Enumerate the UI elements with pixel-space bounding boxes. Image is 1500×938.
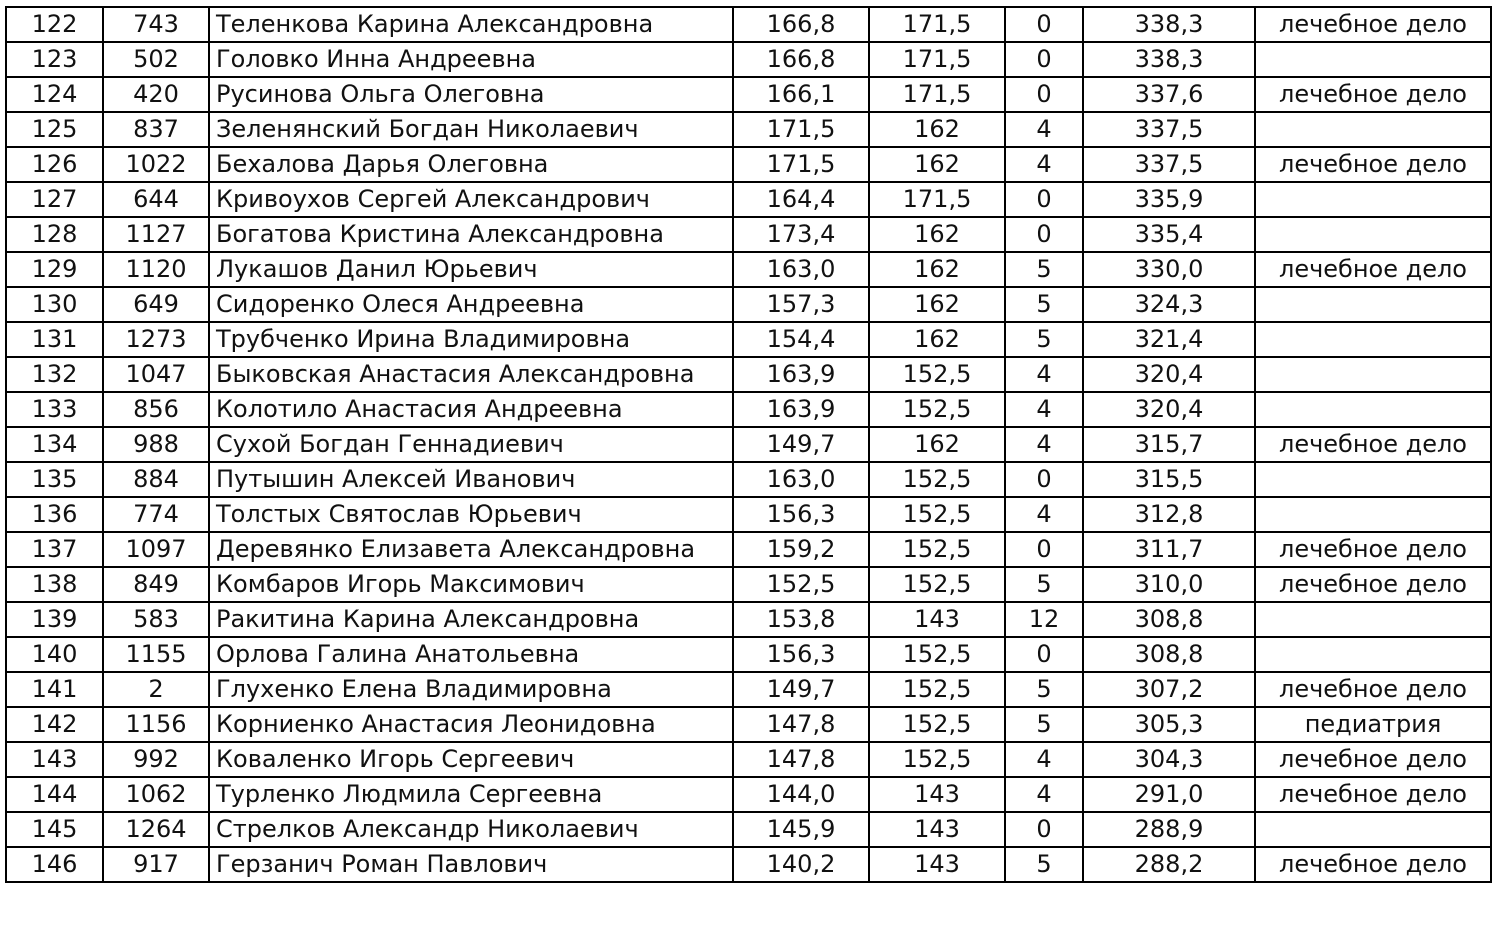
id-cell: 649	[103, 287, 209, 322]
table-row	[6, 252, 1491, 287]
score1-cell: 163,9	[733, 357, 869, 392]
name-cell: Бехалова Дарья Олеговна	[209, 147, 733, 182]
name-cell: Кривоухов Сергей Александрович	[209, 182, 733, 217]
rank-cell: 135	[6, 462, 103, 497]
rank-cell: 141	[6, 672, 103, 707]
name-cell: Русинова Ольга Олеговна	[209, 77, 733, 112]
ranking-table	[5, 6, 1492, 883]
specialty-cell: лечебное дело	[1255, 742, 1491, 777]
score1-cell: 144,0	[733, 777, 869, 812]
specialty-cell: лечебное дело	[1255, 252, 1491, 287]
score1-cell: 152,5	[733, 567, 869, 602]
score2-cell: 162	[869, 322, 1005, 357]
bonus-cell: 4	[1005, 357, 1083, 392]
score2-cell: 162	[869, 252, 1005, 287]
name-cell: Сухой Богдан Геннадиевич	[209, 427, 733, 462]
table-row	[6, 7, 1491, 42]
name-cell: Орлова Галина Анатольевна	[209, 637, 733, 672]
rank-cell: 128	[6, 217, 103, 252]
rank-cell: 124	[6, 77, 103, 112]
table-row	[6, 672, 1491, 707]
total-cell: 338,3	[1083, 42, 1255, 77]
id-cell: 884	[103, 462, 209, 497]
specialty-cell: лечебное дело	[1255, 7, 1491, 42]
table-row	[6, 147, 1491, 182]
name-cell: Корниенко Анастасия Леонидовна	[209, 707, 733, 742]
total-cell: 310,0	[1083, 567, 1255, 602]
id-cell: 856	[103, 392, 209, 427]
id-cell: 1156	[103, 707, 209, 742]
id-cell: 420	[103, 77, 209, 112]
rank-cell: 130	[6, 287, 103, 322]
table-row	[6, 777, 1491, 812]
name-cell: Трубченко Ирина Владимировна	[209, 322, 733, 357]
score2-cell: 152,5	[869, 742, 1005, 777]
total-cell: 338,3	[1083, 7, 1255, 42]
bonus-cell: 4	[1005, 742, 1083, 777]
score1-cell: 157,3	[733, 287, 869, 322]
rank-cell: 143	[6, 742, 103, 777]
score1-cell: 164,4	[733, 182, 869, 217]
table-row	[6, 322, 1491, 357]
name-cell: Стрелков Александр Николаевич	[209, 812, 733, 847]
score1-cell: 153,8	[733, 602, 869, 637]
bonus-cell: 0	[1005, 532, 1083, 567]
bonus-cell: 0	[1005, 77, 1083, 112]
total-cell: 324,3	[1083, 287, 1255, 322]
table-row	[6, 287, 1491, 322]
rank-cell: 132	[6, 357, 103, 392]
id-cell: 1062	[103, 777, 209, 812]
score1-cell: 166,1	[733, 77, 869, 112]
specialty-cell	[1255, 112, 1491, 147]
specialty-cell: лечебное дело	[1255, 532, 1491, 567]
total-cell: 311,7	[1083, 532, 1255, 567]
specialty-cell	[1255, 637, 1491, 672]
rank-cell: 137	[6, 532, 103, 567]
total-cell: 307,2	[1083, 672, 1255, 707]
bonus-cell: 0	[1005, 462, 1083, 497]
specialty-cell	[1255, 287, 1491, 322]
id-cell: 1097	[103, 532, 209, 567]
score1-cell: 163,0	[733, 462, 869, 497]
name-cell: Герзанич Роман Павлович	[209, 847, 733, 882]
specialty-cell	[1255, 322, 1491, 357]
bonus-cell: 0	[1005, 637, 1083, 672]
rank-cell: 138	[6, 567, 103, 602]
score1-cell: 147,8	[733, 742, 869, 777]
score1-cell: 173,4	[733, 217, 869, 252]
table-row	[6, 392, 1491, 427]
specialty-cell	[1255, 392, 1491, 427]
id-cell: 644	[103, 182, 209, 217]
total-cell: 321,4	[1083, 322, 1255, 357]
rank-cell: 134	[6, 427, 103, 462]
total-cell: 335,9	[1083, 182, 1255, 217]
rank-cell: 131	[6, 322, 103, 357]
total-cell: 315,5	[1083, 462, 1255, 497]
rank-cell: 146	[6, 847, 103, 882]
table-row	[6, 497, 1491, 532]
name-cell: Богатова Кристина Александровна	[209, 217, 733, 252]
name-cell: Деревянко Елизавета Александровна	[209, 532, 733, 567]
specialty-cell	[1255, 812, 1491, 847]
table-row	[6, 637, 1491, 672]
id-cell: 988	[103, 427, 209, 462]
table-row	[6, 847, 1491, 882]
table-row	[6, 707, 1491, 742]
bonus-cell: 5	[1005, 847, 1083, 882]
table-row	[6, 77, 1491, 112]
score1-cell: 163,0	[733, 252, 869, 287]
bonus-cell: 5	[1005, 322, 1083, 357]
rank-cell: 129	[6, 252, 103, 287]
bonus-cell: 4	[1005, 112, 1083, 147]
rank-cell: 139	[6, 602, 103, 637]
table-row	[6, 462, 1491, 497]
specialty-cell: лечебное дело	[1255, 147, 1491, 182]
id-cell: 837	[103, 112, 209, 147]
id-cell: 849	[103, 567, 209, 602]
total-cell: 337,5	[1083, 112, 1255, 147]
total-cell: 335,4	[1083, 217, 1255, 252]
table-row	[6, 532, 1491, 567]
score2-cell: 171,5	[869, 182, 1005, 217]
id-cell: 2	[103, 672, 209, 707]
score1-cell: 149,7	[733, 672, 869, 707]
rank-cell: 144	[6, 777, 103, 812]
total-cell: 320,4	[1083, 392, 1255, 427]
rank-cell: 123	[6, 42, 103, 77]
rank-cell: 140	[6, 637, 103, 672]
id-cell: 1273	[103, 322, 209, 357]
score2-cell: 152,5	[869, 357, 1005, 392]
specialty-cell	[1255, 497, 1491, 532]
id-cell: 992	[103, 742, 209, 777]
table-row	[6, 427, 1491, 462]
specialty-cell	[1255, 217, 1491, 252]
total-cell: 288,2	[1083, 847, 1255, 882]
specialty-cell: лечебное дело	[1255, 777, 1491, 812]
bonus-cell: 0	[1005, 42, 1083, 77]
id-cell: 1120	[103, 252, 209, 287]
specialty-cell	[1255, 182, 1491, 217]
name-cell: Быковская Анастасия Александровна	[209, 357, 733, 392]
bonus-cell: 0	[1005, 182, 1083, 217]
bonus-cell: 12	[1005, 602, 1083, 637]
specialty-cell: лечебное дело	[1255, 77, 1491, 112]
table-row	[6, 602, 1491, 637]
name-cell: Глухенко Елена Владимировна	[209, 672, 733, 707]
score1-cell: 166,8	[733, 7, 869, 42]
score1-cell: 171,5	[733, 112, 869, 147]
score2-cell: 152,5	[869, 392, 1005, 427]
name-cell: Головко Инна Андреевна	[209, 42, 733, 77]
rank-cell: 122	[6, 7, 103, 42]
score2-cell: 162	[869, 147, 1005, 182]
table-row	[6, 217, 1491, 252]
score2-cell: 162	[869, 287, 1005, 322]
id-cell: 917	[103, 847, 209, 882]
table-row	[6, 812, 1491, 847]
specialty-cell: лечебное дело	[1255, 567, 1491, 602]
bonus-cell: 5	[1005, 287, 1083, 322]
bonus-cell: 5	[1005, 707, 1083, 742]
bonus-cell: 5	[1005, 672, 1083, 707]
table-row	[6, 112, 1491, 147]
score1-cell: 140,2	[733, 847, 869, 882]
score1-cell: 163,9	[733, 392, 869, 427]
specialty-cell: лечебное дело	[1255, 847, 1491, 882]
table-row	[6, 567, 1491, 602]
score2-cell: 152,5	[869, 497, 1005, 532]
bonus-cell: 0	[1005, 812, 1083, 847]
total-cell: 308,8	[1083, 602, 1255, 637]
rank-cell: 125	[6, 112, 103, 147]
score2-cell: 143	[869, 602, 1005, 637]
score1-cell: 147,8	[733, 707, 869, 742]
rank-cell: 133	[6, 392, 103, 427]
score2-cell: 171,5	[869, 7, 1005, 42]
rank-cell: 136	[6, 497, 103, 532]
table-body	[6, 7, 1491, 882]
specialty-cell: педиатрия	[1255, 707, 1491, 742]
score2-cell: 162	[869, 112, 1005, 147]
score2-cell: 152,5	[869, 462, 1005, 497]
total-cell: 337,5	[1083, 147, 1255, 182]
name-cell: Турленко Людмила Сергеевна	[209, 777, 733, 812]
score1-cell: 156,3	[733, 497, 869, 532]
specialty-cell	[1255, 602, 1491, 637]
table-row	[6, 42, 1491, 77]
total-cell: 288,9	[1083, 812, 1255, 847]
score2-cell: 143	[869, 777, 1005, 812]
total-cell: 312,8	[1083, 497, 1255, 532]
total-cell: 291,0	[1083, 777, 1255, 812]
bonus-cell: 5	[1005, 252, 1083, 287]
score1-cell: 166,8	[733, 42, 869, 77]
bonus-cell: 4	[1005, 427, 1083, 462]
table-row	[6, 182, 1491, 217]
id-cell: 502	[103, 42, 209, 77]
id-cell: 1047	[103, 357, 209, 392]
name-cell: Зеленянский Богдан Николаевич	[209, 112, 733, 147]
bonus-cell: 4	[1005, 497, 1083, 532]
specialty-cell	[1255, 357, 1491, 392]
score2-cell: 171,5	[869, 42, 1005, 77]
score2-cell: 152,5	[869, 637, 1005, 672]
bonus-cell: 4	[1005, 392, 1083, 427]
score1-cell: 149,7	[733, 427, 869, 462]
name-cell: Путышин Алексей Иванович	[209, 462, 733, 497]
id-cell: 583	[103, 602, 209, 637]
score2-cell: 152,5	[869, 672, 1005, 707]
score2-cell: 162	[869, 217, 1005, 252]
table-row	[6, 357, 1491, 392]
bonus-cell: 4	[1005, 777, 1083, 812]
id-cell: 1155	[103, 637, 209, 672]
score1-cell: 171,5	[733, 147, 869, 182]
specialty-cell	[1255, 462, 1491, 497]
name-cell: Лукашов Данил Юрьевич	[209, 252, 733, 287]
score2-cell: 171,5	[869, 77, 1005, 112]
score2-cell: 152,5	[869, 532, 1005, 567]
rank-cell: 142	[6, 707, 103, 742]
total-cell: 337,6	[1083, 77, 1255, 112]
id-cell: 1127	[103, 217, 209, 252]
rank-cell: 126	[6, 147, 103, 182]
score2-cell: 143	[869, 847, 1005, 882]
score1-cell: 154,4	[733, 322, 869, 357]
id-cell: 743	[103, 7, 209, 42]
total-cell: 330,0	[1083, 252, 1255, 287]
id-cell: 1264	[103, 812, 209, 847]
specialty-cell: лечебное дело	[1255, 672, 1491, 707]
bonus-cell: 4	[1005, 147, 1083, 182]
score2-cell: 162	[869, 427, 1005, 462]
bonus-cell: 5	[1005, 567, 1083, 602]
total-cell: 304,3	[1083, 742, 1255, 777]
name-cell: Толстых Святослав Юрьевич	[209, 497, 733, 532]
name-cell: Теленкова Карина Александровна	[209, 7, 733, 42]
total-cell: 308,8	[1083, 637, 1255, 672]
table-row	[6, 742, 1491, 777]
rank-cell: 145	[6, 812, 103, 847]
specialty-cell: лечебное дело	[1255, 427, 1491, 462]
bonus-cell: 0	[1005, 7, 1083, 42]
score1-cell: 156,3	[733, 637, 869, 672]
name-cell: Ракитина Карина Александровна	[209, 602, 733, 637]
score1-cell: 159,2	[733, 532, 869, 567]
name-cell: Коваленко Игорь Сергеевич	[209, 742, 733, 777]
rank-cell: 127	[6, 182, 103, 217]
total-cell: 315,7	[1083, 427, 1255, 462]
id-cell: 1022	[103, 147, 209, 182]
name-cell: Сидоренко Олеся Андреевна	[209, 287, 733, 322]
score2-cell: 143	[869, 812, 1005, 847]
bonus-cell: 0	[1005, 217, 1083, 252]
score1-cell: 145,9	[733, 812, 869, 847]
score2-cell: 152,5	[869, 707, 1005, 742]
total-cell: 305,3	[1083, 707, 1255, 742]
total-cell: 320,4	[1083, 357, 1255, 392]
id-cell: 774	[103, 497, 209, 532]
specialty-cell	[1255, 42, 1491, 77]
name-cell: Колотило Анастасия Андреевна	[209, 392, 733, 427]
name-cell: Комбаров Игорь Максимович	[209, 567, 733, 602]
score2-cell: 152,5	[869, 567, 1005, 602]
